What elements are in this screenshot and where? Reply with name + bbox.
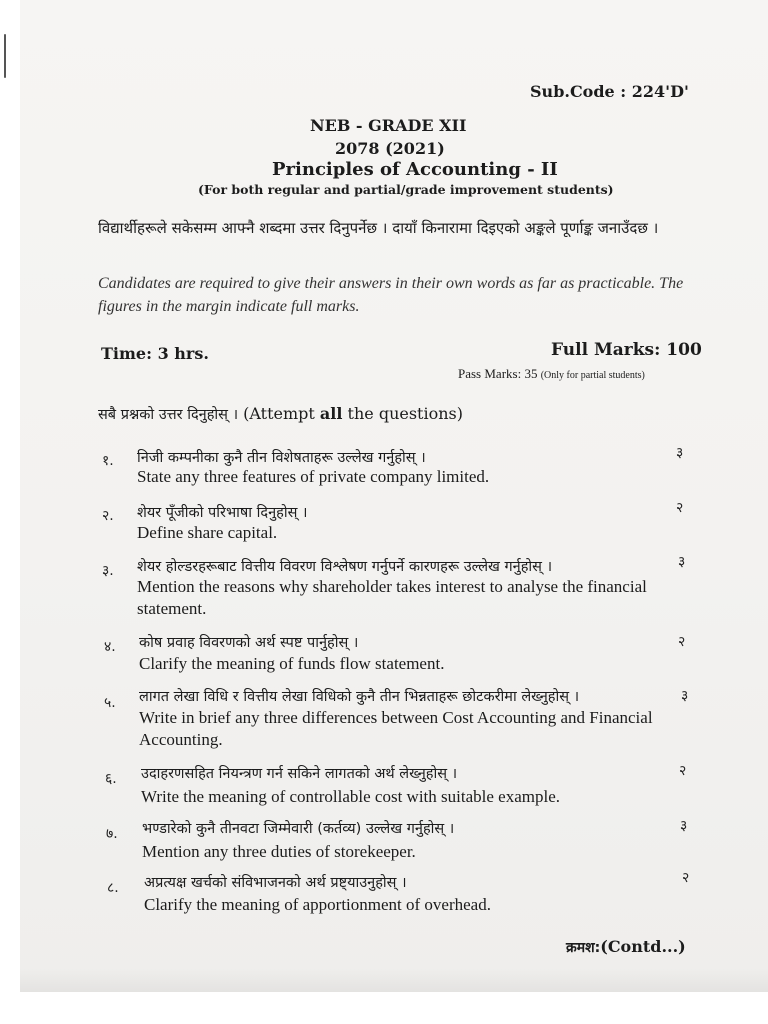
question-number: ७. [106, 826, 118, 842]
exam-title: NEB - GRADE XII [310, 116, 467, 135]
question-nepali: लागत लेखा विधि र वित्तीय लेखा विधिको कुनै तीन भिन्नताहरू छोटकरीमा लेख्नुहोस् । [139, 689, 580, 705]
question-number: ६. [105, 771, 117, 787]
question-marks: ३ [680, 818, 688, 834]
question-nepali: भण्डारेको कुनै तीनवटा जिम्मेवारी (कर्तव्य) उल्लेख गर्नुहोस् । [142, 821, 455, 837]
question-english: Mention the reasons why shareholder takes interest to analyse the financial statement. [137, 577, 647, 618]
question-marks: ३ [678, 554, 686, 570]
question-marks: २ [679, 763, 687, 779]
instructions-english: Candidates are required to give their answers in their own words as far as practicable. The figures in the margin indicate full marks. [98, 275, 684, 315]
question-english: Clarify the meaning of apportionment of overhead. [144, 895, 491, 914]
question-marks: ३ [681, 688, 689, 704]
question-number: २. [102, 508, 114, 524]
full-marks: Full Marks: 100 [551, 340, 702, 360]
question-nepali: शेयर पूँजीको परिभाषा दिनुहोस् । [137, 505, 308, 521]
question-nepali: उदाहरणसहित नियन्त्रण गर्न सकिने लागतको अर्थ लेख्नुहोस् । [141, 766, 458, 782]
question-nepali: शेयर होल्डरहरूबाट वित्तीय विवरण विश्लेषण गर्नुपर्ने कारणहरू उल्लेख गर्नुहोस् । [137, 559, 553, 575]
question-number: ३. [102, 563, 114, 579]
question-english: Write the meaning of controllable cost with suitable example. [141, 787, 560, 806]
pass-marks-note: (Only for partial students) [540, 370, 645, 381]
attempt-english-bold: all [319, 404, 343, 423]
page-edge-mark [4, 34, 6, 78]
student-note: (For both regular and partial/grade improvement students) [198, 182, 614, 197]
pass-marks [458, 366, 645, 382]
question-number: १. [102, 453, 114, 469]
question-marks: ३ [676, 445, 684, 461]
question-nepali: अप्रत्यक्ष खर्चको संविभाजनको अर्थ प्रष्ट्याउनुहोस् । [144, 875, 407, 891]
question-english: Clarify the meaning of funds flow statement. [139, 654, 445, 673]
pass-marks-value: Pass Marks: 35 [458, 366, 538, 381]
exam-year: 2078 (2021) [335, 139, 445, 158]
question-number: ४. [104, 639, 116, 655]
question-english: Mention any three duties of storekeeper. [142, 842, 416, 861]
question-english: State any three features of private company limited. [137, 467, 490, 486]
continued-english: (Contd...) [600, 937, 686, 956]
question-marks: २ [676, 500, 684, 516]
subject-title: Principles of Accounting - II [272, 159, 558, 180]
question-nepali: निजी कम्पनीका कुनै तीन विशेषताहरू उल्लेख गर्नुहोस् । [137, 450, 426, 466]
attempt-english-prefix: (Attempt [238, 404, 320, 423]
attempt-nepali: सबै प्रश्नको उत्तर दिनुहोस् । [98, 407, 239, 423]
question-nepali: कोष प्रवाह विवरणको अर्थ स्पष्ट पार्नुहोस् । [139, 635, 359, 651]
continued-nepali: क्रमश: [566, 940, 601, 956]
time-allowed: Time: 3 hrs. [101, 344, 209, 363]
attempt-english-suffix: the questions) [342, 404, 463, 423]
question-number: ५. [104, 695, 116, 711]
question-english: Define share capital. [137, 523, 278, 542]
paper-shadow [20, 968, 768, 992]
attempt-instruction [98, 404, 463, 424]
question-number: ८. [107, 880, 119, 896]
question-marks: २ [682, 870, 690, 886]
question-marks: २ [678, 634, 686, 650]
instructions-nepali: विद्यार्थीहरूले सकेसम्म आफ्नै शब्दमा उत्तर दिनुपर्नेछ । दायाँ किनारामा दिइएको अङ्कले पूर्णाङ्क जनाउँदछ । [98, 219, 659, 237]
subject-code: Sub.Code : 224'D' [530, 82, 689, 101]
continued-label [566, 937, 686, 957]
question-english: Write in brief any three differences between Cost Accounting and Financial Accounting. [139, 708, 653, 749]
